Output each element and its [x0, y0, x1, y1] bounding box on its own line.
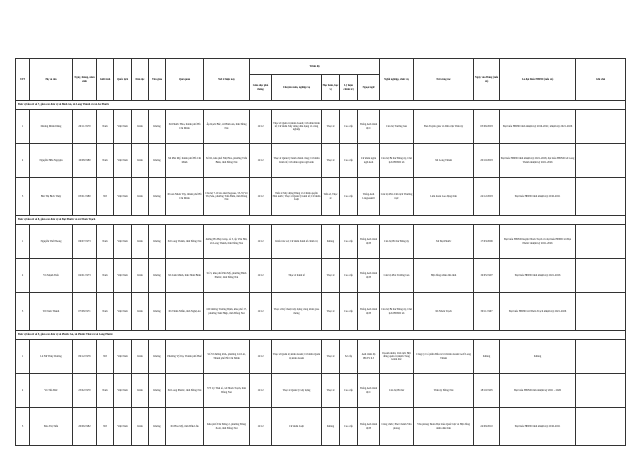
cell-party-date: 30/11/1997 — [474, 293, 500, 331]
cell-note — [576, 408, 626, 446]
cell-dob: 04/01/1973 — [73, 259, 97, 293]
cell-party-date: Không — [474, 340, 500, 374]
cell-stt: 2 — [16, 374, 30, 408]
cell-residence: Ấp Rạch Bắc, xã Bình An, tỉnh Đồng Nai — [204, 110, 250, 144]
cell-stt: 3 — [16, 293, 30, 331]
cell-workplace: Xã Đại Phước — [414, 225, 474, 259]
cell-degree: Thạc sĩ — [322, 259, 340, 293]
cell-note — [576, 144, 626, 178]
cell-dob: 20/06/1982 — [73, 408, 97, 446]
cell-residence: Số 33 đường 49A, phường Cát Lái, Thành phố Hồ Chí Minh — [204, 340, 250, 374]
cell-workplace: Văn phòng Đoàn Đại biểu Quốc hội và Hội đồng nhân dân tỉnh — [414, 408, 474, 446]
cell-occupation: Cán bộ Phó Trưởng ban — [380, 259, 414, 293]
cell-workplace: Tỉnh ủy Đồng Nai — [414, 374, 474, 408]
cell-religion: Không — [149, 225, 166, 259]
cell-past-delegate: Đại biểu HĐND tỉnh nhiệm kỳ 2021-2026 — [500, 259, 576, 293]
cell-gender: Nam — [97, 374, 114, 408]
cell-religion: Không — [149, 340, 166, 374]
cell-party-date: 19/05/1997 — [474, 259, 500, 293]
cell-ethnicity: Kinh — [132, 293, 149, 331]
cell-past-delegate: Đại biểu HĐND xã Nhơn Trạch nhiệm kỳ 2021-2026 — [500, 293, 576, 331]
cell-dob: 26/11/1970 — [73, 110, 97, 144]
cell-name: Nguyễn Thế Phong — [30, 225, 73, 259]
cell-nationality: Việt Nam — [114, 340, 132, 374]
table-row — [16, 178, 626, 216]
col-specialty: Chuyên môn, nghiệp vụ — [272, 75, 322, 101]
cell-politics: Cao cấp — [340, 144, 358, 178]
cell-dob: 03/01/1980 — [73, 178, 97, 216]
cell-general-edu: 12/12 — [250, 259, 272, 293]
cell-note — [576, 110, 626, 144]
col-dob: Ngày, tháng, năm sinh — [73, 59, 97, 101]
cell-party-date: 17/03/2006 — [474, 225, 500, 259]
cell-degree: Thạc sĩ — [322, 144, 340, 178]
cell-ethnicity: Kinh — [132, 225, 149, 259]
col-degree: Học hàm, học vị — [322, 75, 340, 101]
col-ethnicity: Dân tộc — [132, 59, 149, 101]
cell-ethnicity: Kinh — [132, 340, 149, 374]
cell-hometown: Xã Liên Minh, tỉnh Ninh Bình — [166, 259, 204, 293]
section-header-row — [16, 331, 626, 340]
cell-gender: Nữ — [97, 408, 114, 446]
cell-ethnicity: Kinh — [132, 144, 149, 178]
table-row — [16, 340, 626, 374]
cell-name: Lê Nữ Thùy Dương — [30, 340, 73, 374]
cell-party-date: 18/10/1995 — [474, 374, 500, 408]
cell-language: Tiếng Anh trình độ B — [358, 259, 380, 293]
cell-past-delegate: Đại biểu HĐND tỉnh nhiệm kỳ 2021-2026; đại biểu HĐND xã Long Thành nhiệm kỳ 2021-2026 — [500, 144, 576, 178]
cell-politics: Sơ cấp — [340, 340, 358, 374]
cell-specialty: Thạc sĩ Quản lý xây dựng — [272, 374, 322, 408]
cell-workplace: Hội đồng nhân dân tỉnh — [414, 259, 474, 293]
cell-general-edu: 12/12 — [250, 144, 272, 178]
cell-dob: 10/08/1980 — [73, 144, 97, 178]
cell-specialty: Thạc sĩ Quản trị kinh doanh; Cử nhân Quản trị kinh doanh — [272, 340, 322, 374]
cell-occupation: Cán bộ Bí thư — [380, 374, 414, 408]
cell-ethnicity: Kinh — [132, 374, 149, 408]
cell-occupation: Cán bộ Bí thư Đảng ủy, Chủ tịch HĐND xã — [380, 144, 414, 178]
col-nationality: Quốc tịch — [114, 59, 132, 101]
cell-hometown: Xã Hòa Mỹ, tỉnh Đắk Lắk — [166, 408, 204, 446]
cell-religion: Không — [149, 259, 166, 293]
cell-language: Cử nhân ngôn ngữ Anh — [358, 144, 380, 178]
table-header — [16, 59, 626, 101]
col-politics: Lý luận chính trị — [340, 75, 358, 101]
cell-nationality: Việt Nam — [114, 259, 132, 293]
cell-stt: 2 — [16, 259, 30, 293]
cell-hometown: Xã Thiên Nhẫn, tỉnh Nghệ An — [166, 293, 204, 331]
cell-dob: 09/12/1976 — [73, 340, 97, 374]
col-note: Ghi chú — [576, 59, 626, 101]
col-stt: STT — [16, 59, 30, 101]
cell-past-delegate: Đại biểu HĐND tỉnh nhiệm kỳ 2021 - 2026 — [500, 374, 576, 408]
cell-residence: Căn hộ 7.10 tòa nhà Pegasus, 53-55 Võ Thị Sáu, phường Trấn Biên, tỉnh Đồng Nai — [204, 178, 250, 216]
cell-dob: 25/02/1970 — [73, 374, 97, 408]
cell-residence: 169 đường Trương Định, khu phố 17, phường Tam Hiệp, tỉnh Đồng Nai — [204, 293, 250, 331]
cell-specialty: Thạc sĩ Kỹ thuật xây dựng công trình giao thông — [272, 293, 322, 331]
cell-nationality: Việt Nam — [114, 293, 132, 331]
header-row-1 — [16, 59, 626, 75]
candidate-table — [15, 58, 626, 446]
cell-name: Từ Nam Thành — [30, 293, 73, 331]
cell-general-edu: 12/12 — [250, 374, 272, 408]
cell-general-edu: 12/12 — [250, 178, 272, 216]
cell-politics: Cao cấp — [340, 293, 358, 331]
cell-religion: Không — [149, 374, 166, 408]
cell-workplace: Ban Tuyên giáo và Dân vận Tỉnh ủy — [414, 110, 474, 144]
cell-past-delegate: Đại biểu HĐND tỉnh nhiệm kỳ 2016-2021 — [500, 408, 576, 446]
cell-gender: Nữ — [97, 340, 114, 374]
cell-workplace: Xã Long Thành — [414, 144, 474, 178]
table-row — [16, 259, 626, 293]
cell-stt: 1 — [16, 110, 30, 144]
cell-note — [576, 340, 626, 374]
cell-occupation: Công chức; Phó Chánh Văn phòng — [380, 408, 414, 446]
cell-past-delegate: Không — [500, 340, 576, 374]
cell-religion: Không — [149, 178, 166, 216]
cell-name: Võ Mạnh Tiến — [30, 259, 73, 293]
col-language: Ngoại ngữ — [358, 75, 380, 101]
table-body — [16, 101, 626, 446]
cell-gender: Nam — [97, 144, 114, 178]
col-party-date: Ngày vào Đảng (nếu có) — [474, 59, 500, 101]
cell-party-date: 24/09/2010 — [474, 408, 500, 446]
cell-hometown: Xã An Nhơn Tây, thành phố Hồ Chí Minh — [166, 178, 204, 216]
col-general-edu: Giáo dục phổ thông — [250, 75, 272, 101]
cell-stt: 3 — [16, 178, 30, 216]
cell-residence: 375 Lý Thái tổ, xã Nhơn Trạch, tỉnh Đồng Nai — [204, 374, 250, 408]
cell-degree: Thạc sĩ — [322, 374, 340, 408]
cell-occupation: Cán bộ Trường ban — [380, 110, 414, 144]
cell-specialty: Cử nhân Luật — [272, 408, 322, 446]
cell-note — [576, 225, 626, 259]
cell-specialty: Thạc sĩ Quản trị kinh doanh; Cử nhân Kinh tế; Cử nhân Xây dựng dân dụng và công nghiệp — [272, 110, 322, 144]
cell-nationality: Việt Nam — [114, 408, 132, 446]
cell-dob: 07/08/1971 — [73, 293, 97, 331]
cell-party-date: 03/06/2003 — [474, 110, 500, 144]
table-row — [16, 374, 626, 408]
cell-politics: Cao cấp — [340, 408, 358, 446]
table-row — [16, 144, 626, 178]
cell-ethnicity: Kinh — [132, 178, 149, 216]
cell-stt: 1 — [16, 340, 30, 374]
cell-nationality: Việt Nam — [114, 178, 132, 216]
cell-gender: Nam — [97, 110, 114, 144]
col-religion: Tôn giáo — [149, 59, 166, 101]
cell-religion: Không — [149, 408, 166, 446]
cell-name: Bùi Thị Bích Thủy — [30, 178, 73, 216]
cell-general-edu: 12/12 — [250, 110, 272, 144]
cell-hometown: Xã Phước Hòa, thành phố Hồ Chí Minh — [166, 110, 204, 144]
cell-politics: Cao cấp — [340, 374, 358, 408]
cell-name: Võ Tấn Đức — [30, 374, 73, 408]
cell-nationality: Việt Nam — [114, 225, 132, 259]
cell-degree: Thạc sĩ — [322, 293, 340, 331]
table-row — [16, 408, 626, 446]
cell-degree: Thạc sĩ — [322, 340, 340, 374]
cell-nationality: Việt Nam — [114, 144, 132, 178]
cell-degree: Không — [322, 225, 340, 259]
col-residence: Nơi ở hiện nay — [204, 59, 250, 101]
cell-workplace: Công ty Cổ phần Đầu tư và Kinh doanh Golf Long Thành — [414, 340, 474, 374]
cell-ethnicity: Kinh — [132, 259, 149, 293]
col-name: Họ và tên — [30, 59, 73, 101]
cell-past-delegate: Đại biểu HĐND tỉnh nhiệm kỳ 2016-2021 — [500, 178, 576, 216]
table-row — [16, 293, 626, 331]
cell-stt: 1 — [16, 225, 30, 259]
cell-residence: Số 3, khu phố Phú Mỹ, phường Bình Phước, tỉnh Đồng Nai — [204, 259, 250, 293]
cell-ethnicity: Kinh — [132, 408, 149, 446]
cell-general-edu: 12/12 — [250, 340, 272, 374]
col-hometown: Quê quán — [166, 59, 204, 101]
cell-general-edu: 12/12 — [250, 225, 272, 259]
cell-language: Anh trình độ IELTS 6.5 — [358, 340, 380, 374]
cell-hometown: Xã Long Phước, tỉnh Đồng Nai — [166, 374, 204, 408]
cell-politics: Cao cấp — [340, 110, 358, 144]
cell-ethnicity: Kinh — [132, 110, 149, 144]
cell-nationality: Việt Nam — [114, 110, 132, 144]
cell-language: Tiếng Anh Linguaskill — [358, 178, 380, 216]
cell-occupation: Cán bộ Phó Chủ tịch Thường trực — [380, 178, 414, 216]
cell-stt: 2 — [16, 144, 30, 178]
cell-gender: Nam — [97, 259, 114, 293]
cell-note — [576, 293, 626, 331]
cell-politics: Cao cấp — [340, 225, 358, 259]
cell-specialty: Thạc sĩ Quản lý hành chính công; Cử nhân Kinh tế; Cử nhân ngôn ngữ Anh — [272, 144, 322, 178]
cell-residence: Khu phố Tân Đông 2, phường Đông Xoài, tỉnh Đồng Nai — [204, 408, 250, 446]
cell-language: Tiếng Anh trình độ C — [358, 374, 380, 408]
cell-nationality: Việt Nam — [114, 374, 132, 408]
col-past-delegate: Là đại biểu HĐND (nếu có) — [500, 59, 576, 101]
cell-degree: Thạc sĩ — [322, 110, 340, 144]
col-gender: Giới tính — [97, 59, 114, 101]
cell-language: Tiếng Anh trình độ C — [358, 110, 380, 144]
cell-name: Nguyễn Hữu Nguyện — [30, 144, 73, 178]
cell-party-date: 20/10/2003 — [474, 144, 500, 178]
cell-residence: Số 62, khu phố Nhị Hòa, phường Trấn Biên, tỉnh Đồng Nai — [204, 144, 250, 178]
cell-hometown: Xã Phú Mỹ, thành phố Hồ Chí Minh — [166, 144, 204, 178]
cell-occupation: Cán bộ Bí thư Đảng ủy — [380, 225, 414, 259]
cell-hometown: Xã Long Thành, tỉnh Đồng Nai — [166, 225, 204, 259]
cell-religion: Không — [149, 293, 166, 331]
col-workplace: Nơi công tác — [414, 59, 474, 101]
cell-past-delegate: Đại biểu HĐND huyện Nhơn Trạch và đại biểu HĐND xã Đại Phước nhiệm kỳ 2021-2026 — [500, 225, 576, 259]
cell-religion: Không — [149, 110, 166, 144]
section-header-row — [16, 101, 626, 110]
section-title: Đơn vị bầu cử số 7, gồm các đơn vị xã Bình An, xã Long Thành và xã An Phước — [16, 101, 626, 110]
cell-workplace: Liên đoàn Lao động tỉnh — [414, 178, 474, 216]
cell-gender: Nam — [97, 225, 114, 259]
section-title: Đơn vị bầu cử số 9, gồm các đơn vị xã Phước An, xã Phước Thái và xã Long Phước — [16, 331, 626, 340]
cell-politics: Cao cấp — [340, 178, 358, 216]
cell-general-edu: 12/12 — [250, 293, 272, 331]
cell-dob: 06/07/1973 — [73, 225, 97, 259]
cell-name: Dương Minh Dũng — [30, 110, 73, 144]
col-occupation: Nghề nghiệp, chức vụ — [380, 59, 414, 101]
cell-specialty: Tiến sĩ Xây dựng Đảng và Chính quyền Nhà nước; Thạc sĩ Quản lý kinh tế; Cử nhân Luật — [272, 178, 322, 216]
cell-specialty: Thạc sĩ Kinh tế — [272, 259, 322, 293]
cell-general-edu: 12/12 — [250, 408, 272, 446]
cell-name: Đào Thị Tiến — [30, 408, 73, 446]
cell-politics: Cao cấp — [340, 259, 358, 293]
section-header-row — [16, 216, 626, 225]
cell-hometown: Phường Vỹ Dạ, Thành phố Huế — [166, 340, 204, 374]
cell-note — [576, 178, 626, 216]
cell-gender: Nữ — [97, 178, 114, 216]
cell-occupation: Doanh nhân; Chủ tịch Hội đồng quản trị kiêm Tổng Giám đốc — [380, 340, 414, 374]
cell-stt: 3 — [16, 408, 30, 446]
candidate-list-document — [15, 58, 621, 446]
cell-note — [576, 259, 626, 293]
cell-specialty: Kiến trúc sư; Cử nhân Kinh tế chính trị — [272, 225, 322, 259]
cell-note — [576, 374, 626, 408]
section-title: Đơn vị bầu cử số 8, gồm các đơn vị xã Đại Phước và xã Nhơn Trạch — [16, 216, 626, 225]
cell-occupation: Cán bộ Bí thư Đảng ủy, Chủ tịch HĐND xã — [380, 293, 414, 331]
cell-language: Tiếng Anh trình độ B — [358, 225, 380, 259]
cell-party-date: 24/12/2003 — [474, 178, 500, 216]
cell-language: Tiếng Anh trình độ B — [358, 408, 380, 446]
table-row — [16, 225, 626, 259]
col-education-group: Trình độ — [250, 59, 380, 75]
table-row — [16, 110, 626, 144]
cell-language: Tiếng Anh trình độ B — [358, 293, 380, 331]
cell-residence: đường Hà Huy Giáp, tổ 5, ấp Văn Hải, xã Long Thành, tỉnh Đồng Nai — [204, 225, 250, 259]
cell-gender: Nam — [97, 293, 114, 331]
cell-degree: Tiến sĩ, Thạc sĩ — [322, 178, 340, 216]
cell-religion: Không — [149, 144, 166, 178]
cell-past-delegate: Đại biểu HĐND tỉnh nhiệm kỳ 2016-2021; nhiệm kỳ 2021-2026 — [500, 110, 576, 144]
cell-degree: Không — [322, 408, 340, 446]
cell-workplace: Xã Nhơn Trạch — [414, 293, 474, 331]
